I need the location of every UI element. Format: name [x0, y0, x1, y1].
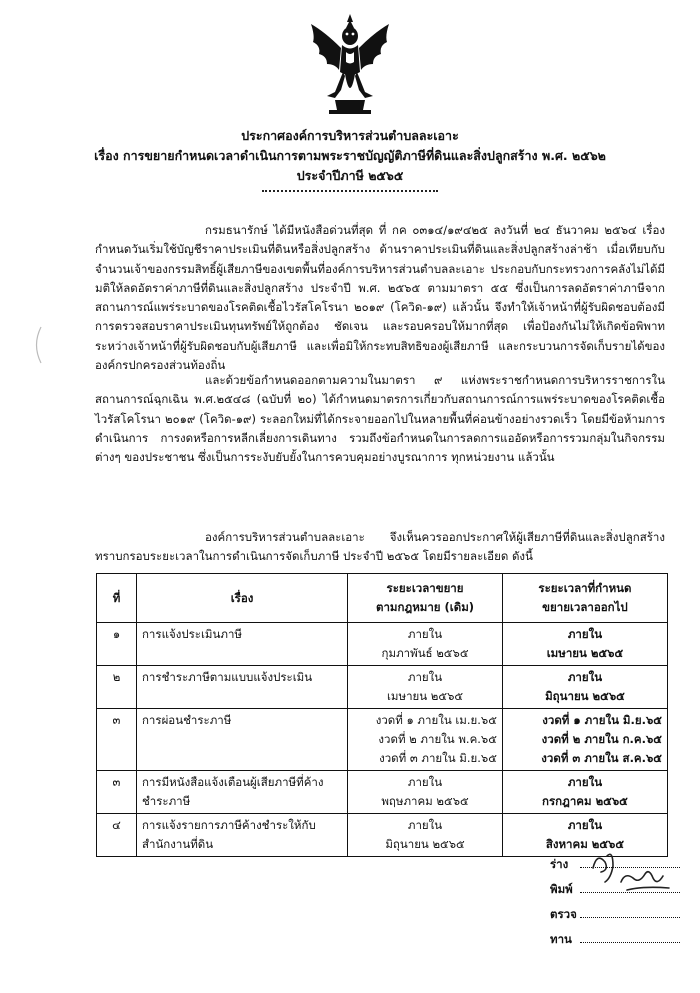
period-line: พฤษภาคม ๒๕๖๕	[381, 794, 469, 808]
table-row	[97, 709, 668, 771]
footer-typed-label: พิมพ์	[550, 882, 573, 896]
row-original-period	[348, 709, 503, 771]
header-original-line1: ระยะเวลาขยาย	[386, 581, 464, 595]
header-no: ที่	[97, 574, 137, 623]
row-subject-line: การมีหนังสือแจ้งเตือนผู้เสียภาษีที่ค้าง	[141, 775, 324, 789]
footer-checked-label: ตรวจ	[550, 907, 577, 921]
row-number: ๒	[97, 666, 137, 709]
header-subject: เรื่อง	[136, 574, 347, 623]
period-line: ภายใน	[407, 818, 443, 832]
announcement-subject: เรื่อง การขยายกำหนดเวลาดำเนินการตามพระราชบัญญัติภาษีที่ดินและสิ่งปลูกสร้าง พ.ศ. ๒๕๖๒	[94, 148, 606, 163]
row-number: ๓	[97, 709, 137, 771]
table-row	[97, 814, 668, 857]
table-header-row	[97, 574, 668, 623]
period-line: ภายใน	[567, 775, 603, 789]
paragraph-2-text: และด้วยข้อกำหนดออกตามความในมาตรา ๙ แห่งพระราชกำหนดการบริหารราชการในสถานการณ์ฉุกเฉิน พ.ศ.๒๕๔๘ (ฉบับที่ ๒๐) ได้กำหนดมาตรการเกี่ยวกับสถานการณ์การแพร่ระบาดของโรคติดเชื้อไวรัสโคโรนา ๒๐๑๙ (โควิด-๑๙) ระลอกใหม่ที่ได้กระจายออกไปในหลายพื้นที่ค่อนข้างอย่างรวดเร็ว โดยมีข้อห้ามการดำเนินการ การงดหรือการหลีกเลี่ยงการเดินทาง รวมถึงข้อกำหนดในการลดการแออัดหรือการรวมกลุ่มในกิจกรรมต่างๆ ของประชาชน ซึ่งเป็นการระงับยับยั้งในการควบคุมอย่างบูรณาการ ทุกหน่วยงาน แล้วนั้น	[95, 373, 665, 465]
footer-signed-field	[550, 930, 680, 949]
installment-line: งวดที่ ๓ ภายใน ส.ค.๖๕	[541, 751, 662, 765]
row-subject-line: การชำระภาษีตามแบบแจ้งประเมิน	[141, 670, 313, 684]
row-subject-line: ชำระภาษี	[141, 794, 191, 808]
header-extended-period	[502, 574, 667, 623]
row-extended-period	[502, 771, 667, 814]
row-extended-period	[502, 666, 667, 709]
period-line: มิถุนายน ๒๕๖๕	[385, 837, 465, 851]
footer-draft-label: ร่าง	[550, 857, 569, 871]
table-row	[97, 623, 668, 666]
installment-line: งวดที่ ๒ ภายใน ก.ค.๖๕	[541, 732, 662, 746]
row-extended-period	[502, 623, 667, 666]
period-line: ภายใน	[407, 627, 443, 641]
period-line: ภายใน	[407, 670, 443, 684]
installment-line: งวดที่ ๑ ภายใน มิ.ย.๖๕	[542, 713, 662, 727]
header-original-period	[348, 574, 503, 623]
period-line: ภายใน	[407, 775, 443, 789]
period-line: สิงหาคม ๒๕๖๕	[545, 837, 625, 851]
installment-line: งวดที่ ๓ ภายใน มิ.ย.๖๕	[379, 751, 497, 765]
row-extended-period	[502, 709, 667, 771]
paragraph-1	[95, 221, 665, 375]
paragraph-3-text: องค์การบริหารส่วนตำบลละเอาะ จึงเห็นควรออกประกาศให้ผู้เสียภาษีที่ดินและสิ่งปลูกสร้างทราบกรอบระยะเวลาในการดำเนินการจัดเก็บภาษี ประจำปี ๒๕๖๕ โดยมีรายละเอียด ดังนี้	[95, 530, 665, 564]
dotted-separator	[262, 190, 438, 192]
period-line: มิถุนายน ๒๕๖๕	[545, 689, 625, 703]
row-original-period	[348, 771, 503, 814]
punch-hole-mark-icon	[30, 325, 44, 365]
row-number: ๑	[97, 623, 137, 666]
period-line: ภายใน	[567, 818, 603, 832]
paragraph-2	[95, 371, 665, 467]
row-subject-line: การผ่อนชำระภาษี	[141, 713, 232, 727]
period-line: กรกฎาคม ๒๕๖๕	[542, 794, 628, 808]
row-original-period	[348, 666, 503, 709]
garuda-emblem-icon	[305, 12, 395, 117]
row-original-period	[348, 623, 503, 666]
period-line: กุมภาพันธ์ ๒๕๖๕	[381, 646, 469, 660]
footer-checked-field	[550, 905, 680, 924]
row-subject	[136, 666, 347, 709]
header-original-line2: ตามกฎหมาย (เดิม)	[376, 600, 475, 614]
period-line: ภายใน	[567, 627, 603, 641]
row-subject	[136, 709, 347, 771]
header-extended-line2: ขยายเวลาออกไป	[542, 600, 628, 614]
row-subject-line: การแจ้งประเมินภาษี	[141, 627, 242, 641]
table-row	[97, 771, 668, 814]
row-number: ๔	[97, 814, 137, 857]
table-row	[97, 666, 668, 709]
installment-line: งวดที่ ๑ ภายใน เม.ย.๖๕	[375, 713, 497, 727]
row-subject-line: สำนักงานที่ดิน	[141, 837, 214, 851]
row-subject-line: การแจ้งรายการภาษีค้างชำระให้กับ	[141, 818, 316, 832]
footer-signed-label: ทาน	[550, 932, 572, 946]
footer-checked-line	[580, 905, 680, 918]
period-line: เมษายน ๒๕๖๕	[546, 646, 624, 660]
period-line: ภายใน	[567, 670, 603, 684]
paragraph-1-text: กรมธนารักษ์ ได้มีหนังสือด่วนที่สุด ที่ กค ๐๓๑๔/๑๙๔๒๕ ลงวันที่ ๒๔ ธันวาคม ๒๕๖๔ เรื่องกำหนดวันเริ่มใช้บัญชีราคาประเมินที่ดินหรือสิ่งปลูกสร้าง ด้านราคาประเมินที่ดินและสิ่งปลูกสร้างล่าช้า เมื่อเทียบกับจำนวนเจ้าของกรรมสิทธิ์ผู้เสียภาษีของเขตพื้นที่องค์การบริหารส่วนตำบลละเอาะ ประกอบกับกระทรวงการคลังไม่ได้มีมติให้ลดอัตราค่าภาษีที่ดินและสิ่งปลูกสร้าง ประจำปี พ.ศ. ๒๕๖๕ ตามมาตรา ๕๕ ซึ่งเป็นการลดอัตราค่าภาษีจากสถานการณ์แพร่ระบาดของโรคติดเชื้อไวรัสโคโรนา ๒๐๑๙ (โควิด-๑๙) แล้วนั้น จึงทำให้เจ้าหน้าที่ผู้รับผิดชอบต้องมีการตรวจสอบราคาประเมินทุนทรัพย์ให้ถูกต้อง ชัดเจน และรอบครอบให้มากที่สุด เพื่อป้องกันไม่ให้เกิดข้อพิพาทระหว่างเจ้าหน้าที่ผู้รับผิดชอบกับผู้เสียภาษี และเพื่อมิให้กระทบสิทธิของผู้เสียภาษี และกระบวนการจัดเก็บรายได้ขององค์กรปกครองส่วนท้องถิ่น	[95, 223, 665, 373]
period-line: เมษายน ๒๕๖๕	[386, 689, 464, 703]
handwritten-initials-icon	[583, 848, 678, 898]
row-number: ๓	[97, 771, 137, 814]
footer-signed-line	[580, 930, 680, 943]
paragraph-3	[95, 528, 665, 567]
row-subject	[136, 814, 347, 857]
row-original-period	[348, 814, 503, 857]
schedule-table	[96, 573, 668, 857]
announcement-title: ประกาศองค์การบริหารส่วนตำบลละเอาะ	[241, 128, 459, 143]
row-subject	[136, 771, 347, 814]
installment-line: งวดที่ ๒ ภายใน พ.ค.๖๕	[378, 732, 497, 746]
header-extended-line1: ระยะเวลาที่กำหนด	[538, 581, 632, 595]
announcement-tax-year: ประจำปีภาษี ๒๕๖๕	[296, 168, 404, 183]
row-subject	[136, 623, 347, 666]
